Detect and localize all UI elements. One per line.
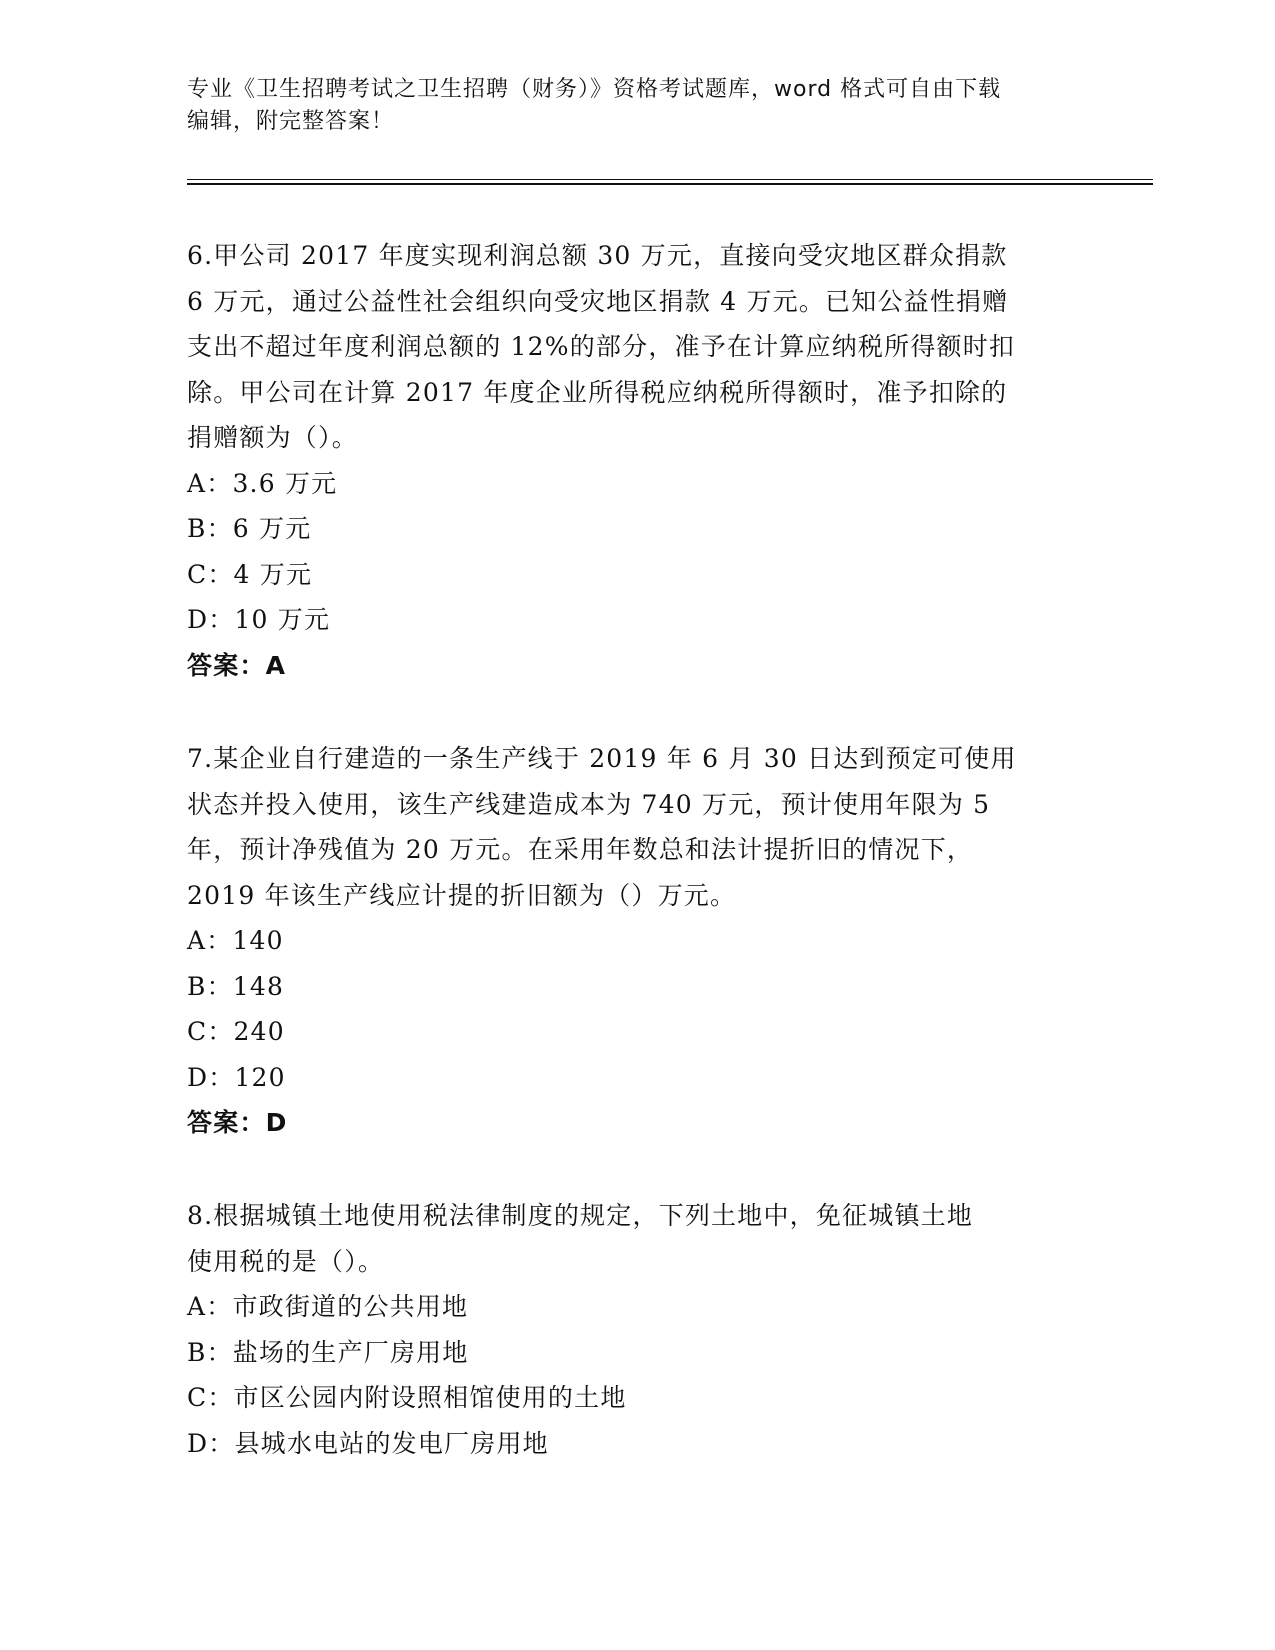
question-stem-line: 状态并投入使用，该生产线建造成本为 740 万元，预计使用年限为 5 — [187, 789, 991, 819]
correct-answer: 答案：D — [187, 1108, 288, 1137]
question-block — [187, 736, 1087, 1146]
answer-option: A：140 — [187, 926, 284, 955]
header-line: 编辑，附完整答案！ — [187, 109, 395, 134]
correct-answer: 答案：A — [187, 650, 287, 680]
answer-option: B：6 万元 — [187, 514, 312, 543]
answer-option: D：120 — [187, 1062, 286, 1092]
header-divider — [187, 183, 1153, 185]
question-block — [187, 233, 1087, 688]
question-stem-line: 7.某企业自行建造的一条生产线于 2019 年 6 月 30 日达到预定可使用 — [187, 744, 1017, 773]
answer-option: B：盐场的生产厂房用地 — [187, 1337, 469, 1367]
question-stem-line: 支出不超过年度利润总额的 12%的部分，准予在计算应纳税所得额时扣 — [187, 332, 1016, 361]
question-stem-line: 6.甲公司 2017 年度实现利润总额 30 万元，直接向受灾地区群众捐款 — [187, 241, 1008, 270]
answer-option: B：148 — [187, 971, 285, 1001]
question-stem-line: 6 万元，通过公益性社会组织向受灾地区捐款 4 万元。已知公益性捐赠 — [187, 286, 1009, 316]
answer-option: D：10 万元 — [187, 605, 331, 634]
document-header — [187, 74, 1087, 138]
question-stem-line: 使用税的是（）。 — [187, 1246, 385, 1276]
answer-option: C：240 — [187, 1017, 285, 1046]
answer-option: A：3.6 万元 — [187, 468, 338, 498]
header-divider — [187, 179, 1153, 180]
question-block — [187, 1193, 1087, 1466]
question-stem-line: 除。甲公司在计算 2017 年度企业所得税应纳税所得额时，准予扣除的 — [187, 377, 1008, 407]
answer-option: C：4 万元 — [187, 559, 313, 589]
question-stem-line: 年，预计净残值为 20 万元。在采用年数总和法计提折旧的情况下， — [187, 835, 974, 864]
answer-option: C：市区公园内附设照相馆使用的土地 — [187, 1383, 627, 1412]
question-stem-line: 8.根据城镇土地使用税法律制度的规定，下列土地中，免征城镇土地 — [187, 1201, 974, 1230]
question-stem-line: 捐赠额为（）。 — [187, 423, 358, 452]
question-stem-line: 2019 年该生产线应计提的折旧额为（）万元。 — [187, 880, 737, 910]
header-line: 专业《卫生招聘考试之卫生招聘（财务）》资格考试题库，word 格式可自由下载 — [187, 77, 1002, 102]
answer-option: A：市政街道的公共用地 — [187, 1292, 469, 1321]
answer-option: D：县城水电站的发电厂房用地 — [187, 1428, 549, 1458]
